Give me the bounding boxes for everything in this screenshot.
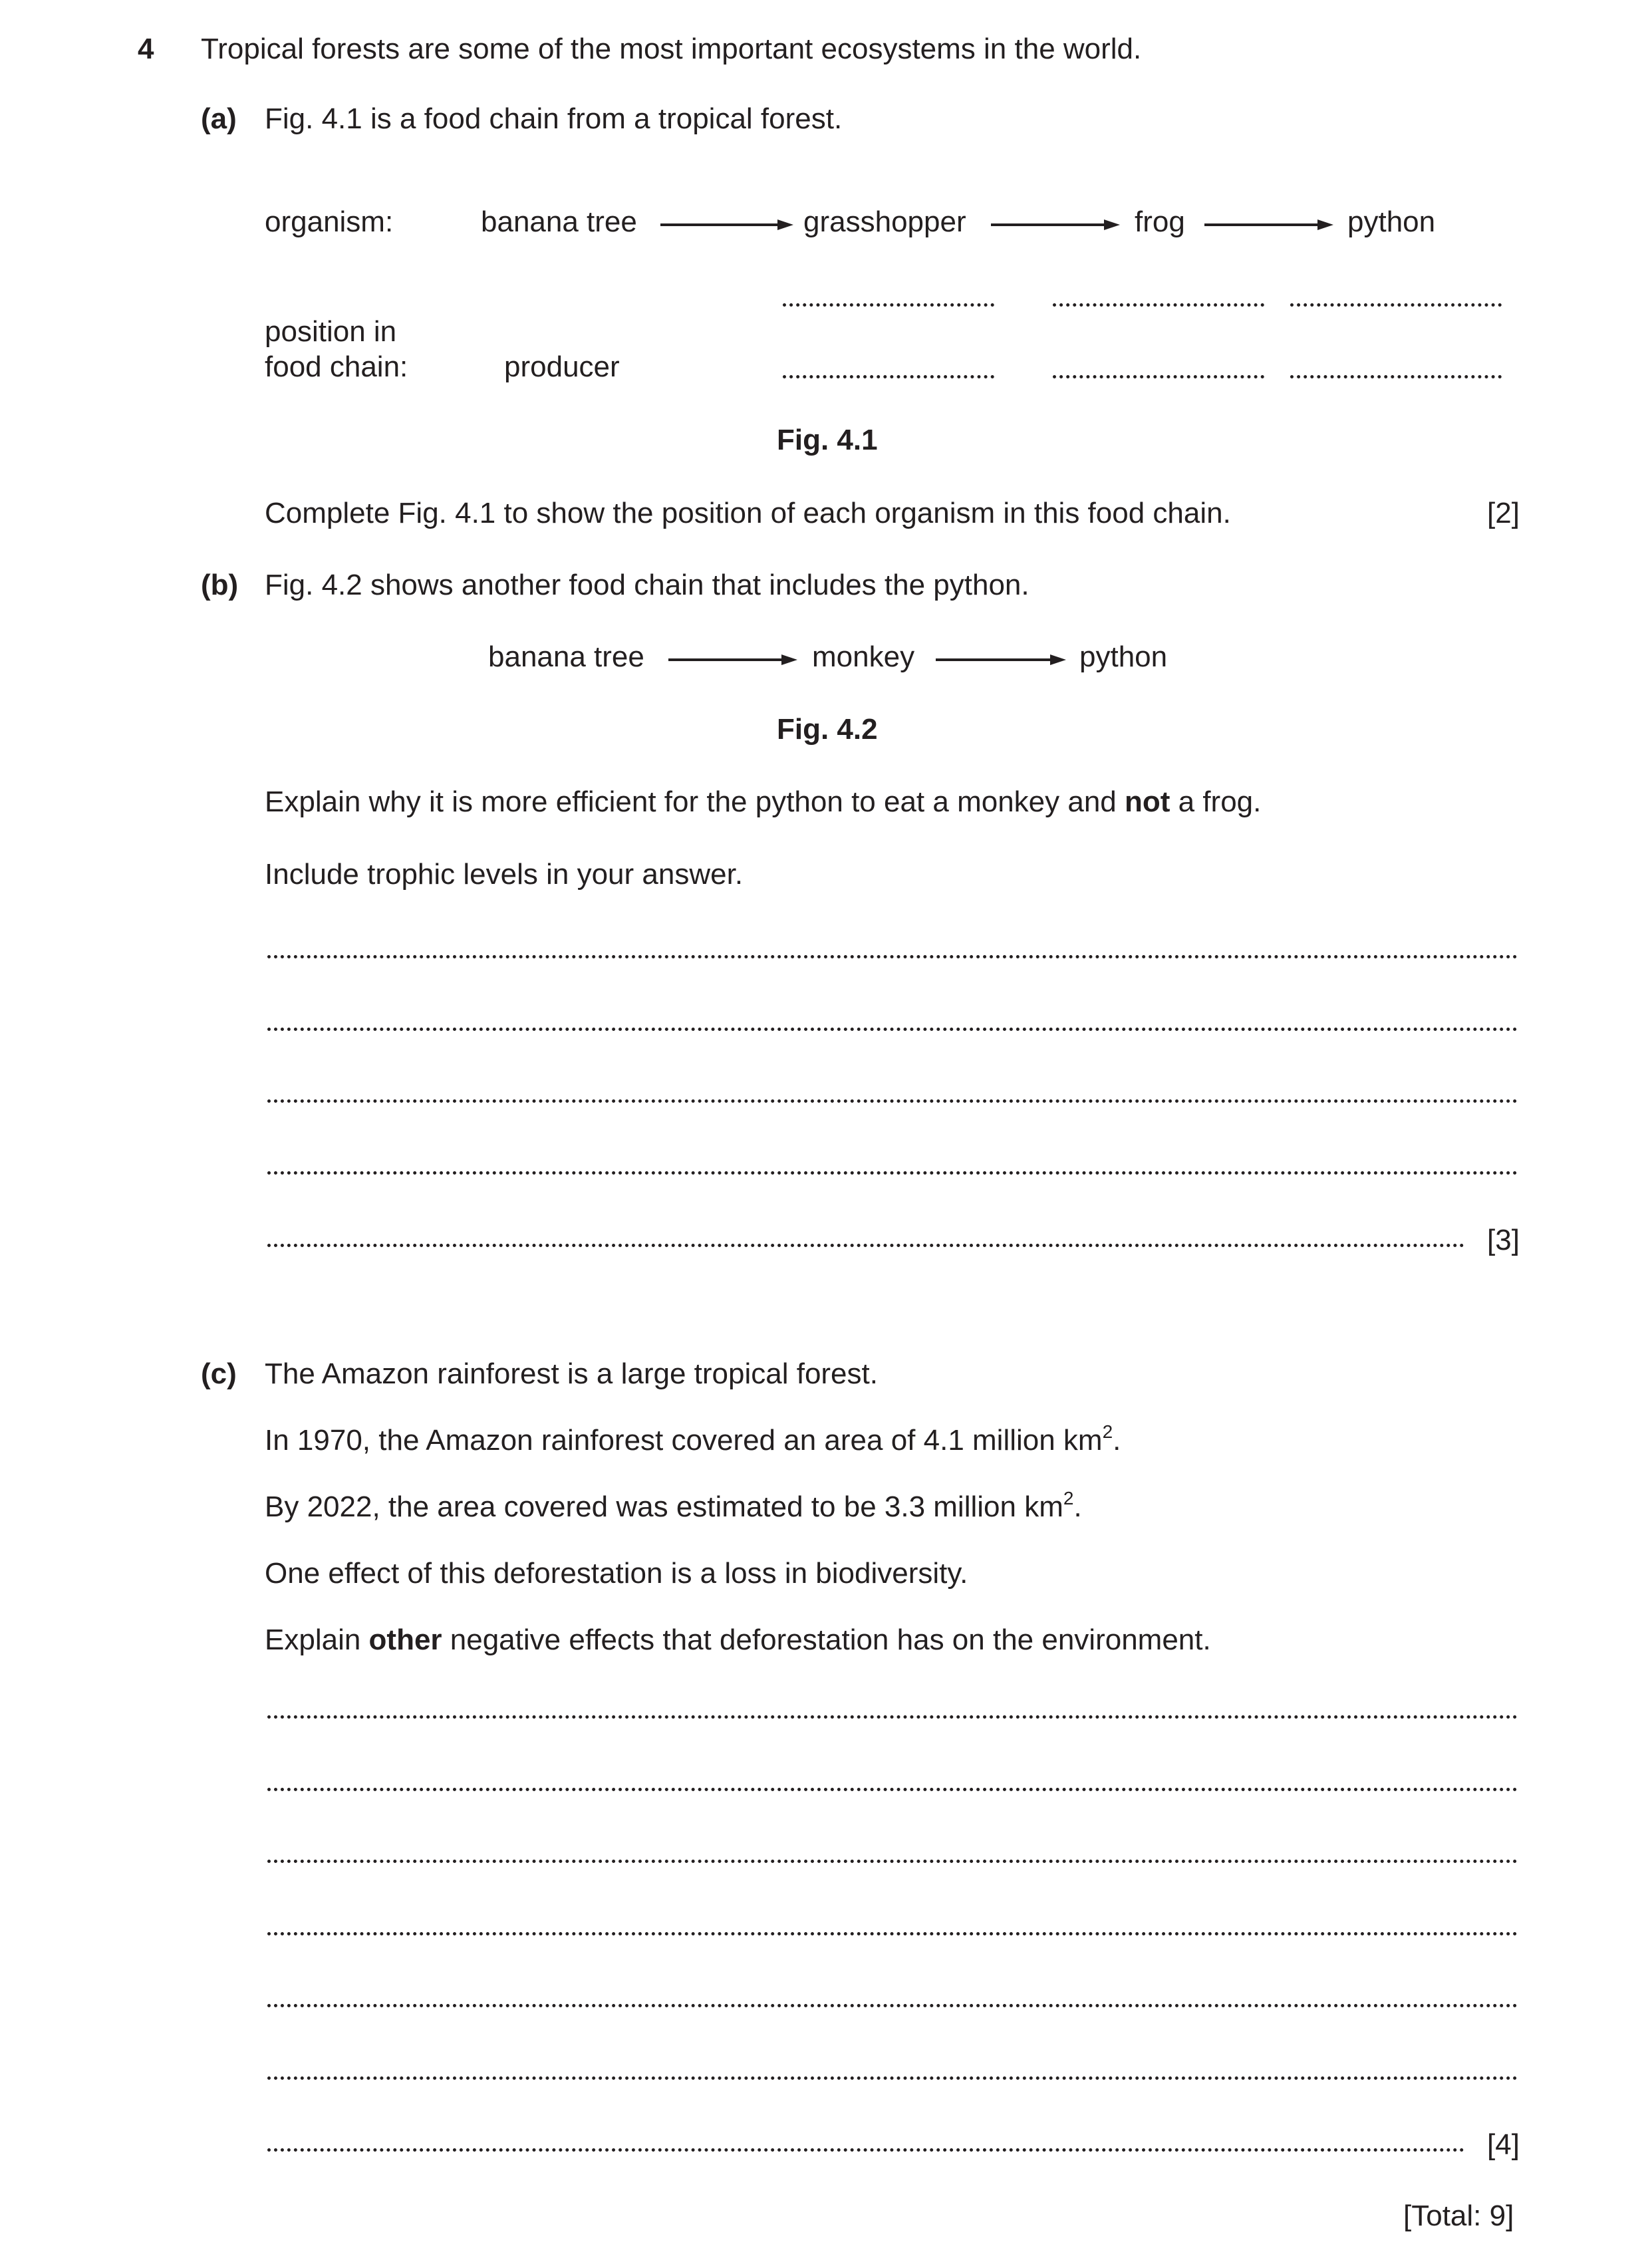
part-c-effect: One effect of this deforestation is a loss in biodiversity. — [265, 1557, 968, 1590]
position-label-line2: food chain: — [265, 351, 408, 383]
question-text: a frog. — [1170, 785, 1262, 818]
part-c-area-1970 — [265, 1421, 1121, 1457]
answer-dots[interactable] — [1053, 375, 1264, 378]
part-b-intro: Fig. 4.2 shows another food chain that includes the python. — [265, 569, 1030, 601]
arrow-icon — [991, 218, 1120, 231]
answer-dots[interactable] — [783, 303, 994, 307]
answer-line[interactable] — [267, 2148, 1464, 2152]
part-c-intro: The Amazon rainforest is a large tropical forest. — [265, 1357, 878, 1390]
arrow-icon — [660, 218, 793, 231]
area-text: By 2022, the area covered was estimated to be 3.3 million km — [265, 1490, 1063, 1523]
superscript: 2 — [1102, 1421, 1113, 1442]
arrow-icon — [1204, 218, 1333, 231]
part-a-instruction: Complete Fig. 4.1 to show the position of each organism in this food chain. — [265, 497, 1231, 529]
question-emphasis: not — [1125, 785, 1170, 818]
part-a-intro: Fig. 4.1 is a food chain from a tropical forest. — [265, 102, 843, 135]
question-intro: Tropical forests are some of the most important ecosystems in the world. — [201, 33, 1142, 65]
position-producer: producer — [504, 351, 620, 383]
organism-monkey: monkey — [812, 640, 915, 673]
answer-dots[interactable] — [1053, 303, 1264, 307]
organism-banana-tree: banana tree — [488, 640, 644, 673]
figure-caption-4-2: Fig. 4.2 — [777, 713, 878, 746]
period: . — [1113, 1424, 1121, 1457]
question-text: negative effects that deforestation has on the environment. — [442, 1624, 1211, 1656]
answer-line[interactable] — [267, 1244, 1464, 1247]
answer-line[interactable] — [267, 1860, 1518, 1863]
part-c-area-2022 — [265, 1488, 1082, 1523]
superscript: 2 — [1063, 1488, 1074, 1508]
part-b-question — [265, 787, 1261, 817]
answer-dots[interactable] — [1290, 303, 1502, 307]
organism-banana-tree: banana tree — [481, 206, 637, 238]
period: . — [1073, 1490, 1082, 1523]
answer-line[interactable] — [267, 955, 1518, 958]
answer-line[interactable] — [267, 1715, 1518, 1719]
organism-python: python — [1347, 206, 1436, 238]
part-c-label: (c) — [201, 1357, 237, 1390]
part-b-marks: [3] — [1487, 1224, 1520, 1256]
question-emphasis: other — [368, 1624, 442, 1656]
organism-python: python — [1079, 640, 1168, 673]
answer-line[interactable] — [267, 1099, 1518, 1103]
answer-line[interactable] — [267, 2004, 1518, 2007]
answer-line[interactable] — [267, 1932, 1518, 1935]
organism-frog: frog — [1135, 206, 1185, 238]
answer-line[interactable] — [267, 2076, 1518, 2080]
question-text: Explain — [265, 1624, 369, 1656]
arrow-icon — [936, 653, 1066, 666]
position-label-line1: position in — [265, 315, 397, 348]
question-text: Explain why it is more efficient for the python to eat a monkey and — [265, 785, 1125, 818]
part-a-label: (a) — [201, 102, 237, 135]
organism-row-label: organism: — [265, 206, 394, 238]
part-a-marks: [2] — [1487, 497, 1520, 529]
total-marks: [Total: 9] — [1403, 2199, 1514, 2232]
part-b-label: (b) — [201, 569, 239, 601]
figure-caption-4-1: Fig. 4.1 — [777, 424, 878, 456]
question-number: 4 — [138, 33, 154, 65]
arrow-icon — [668, 653, 797, 666]
answer-dots[interactable] — [783, 375, 994, 378]
answer-line[interactable] — [267, 1788, 1518, 1791]
answer-line[interactable] — [267, 1028, 1518, 1031]
area-text: In 1970, the Amazon rainforest covered an area of 4.1 million km — [265, 1424, 1103, 1457]
part-b-hint: Include trophic levels in your answer. — [265, 858, 744, 891]
answer-line[interactable] — [267, 1171, 1518, 1175]
organism-grasshopper: grasshopper — [803, 206, 966, 238]
part-c-marks: [4] — [1487, 2128, 1520, 2161]
part-c-question — [265, 1626, 1211, 1655]
answer-dots[interactable] — [1290, 375, 1502, 378]
